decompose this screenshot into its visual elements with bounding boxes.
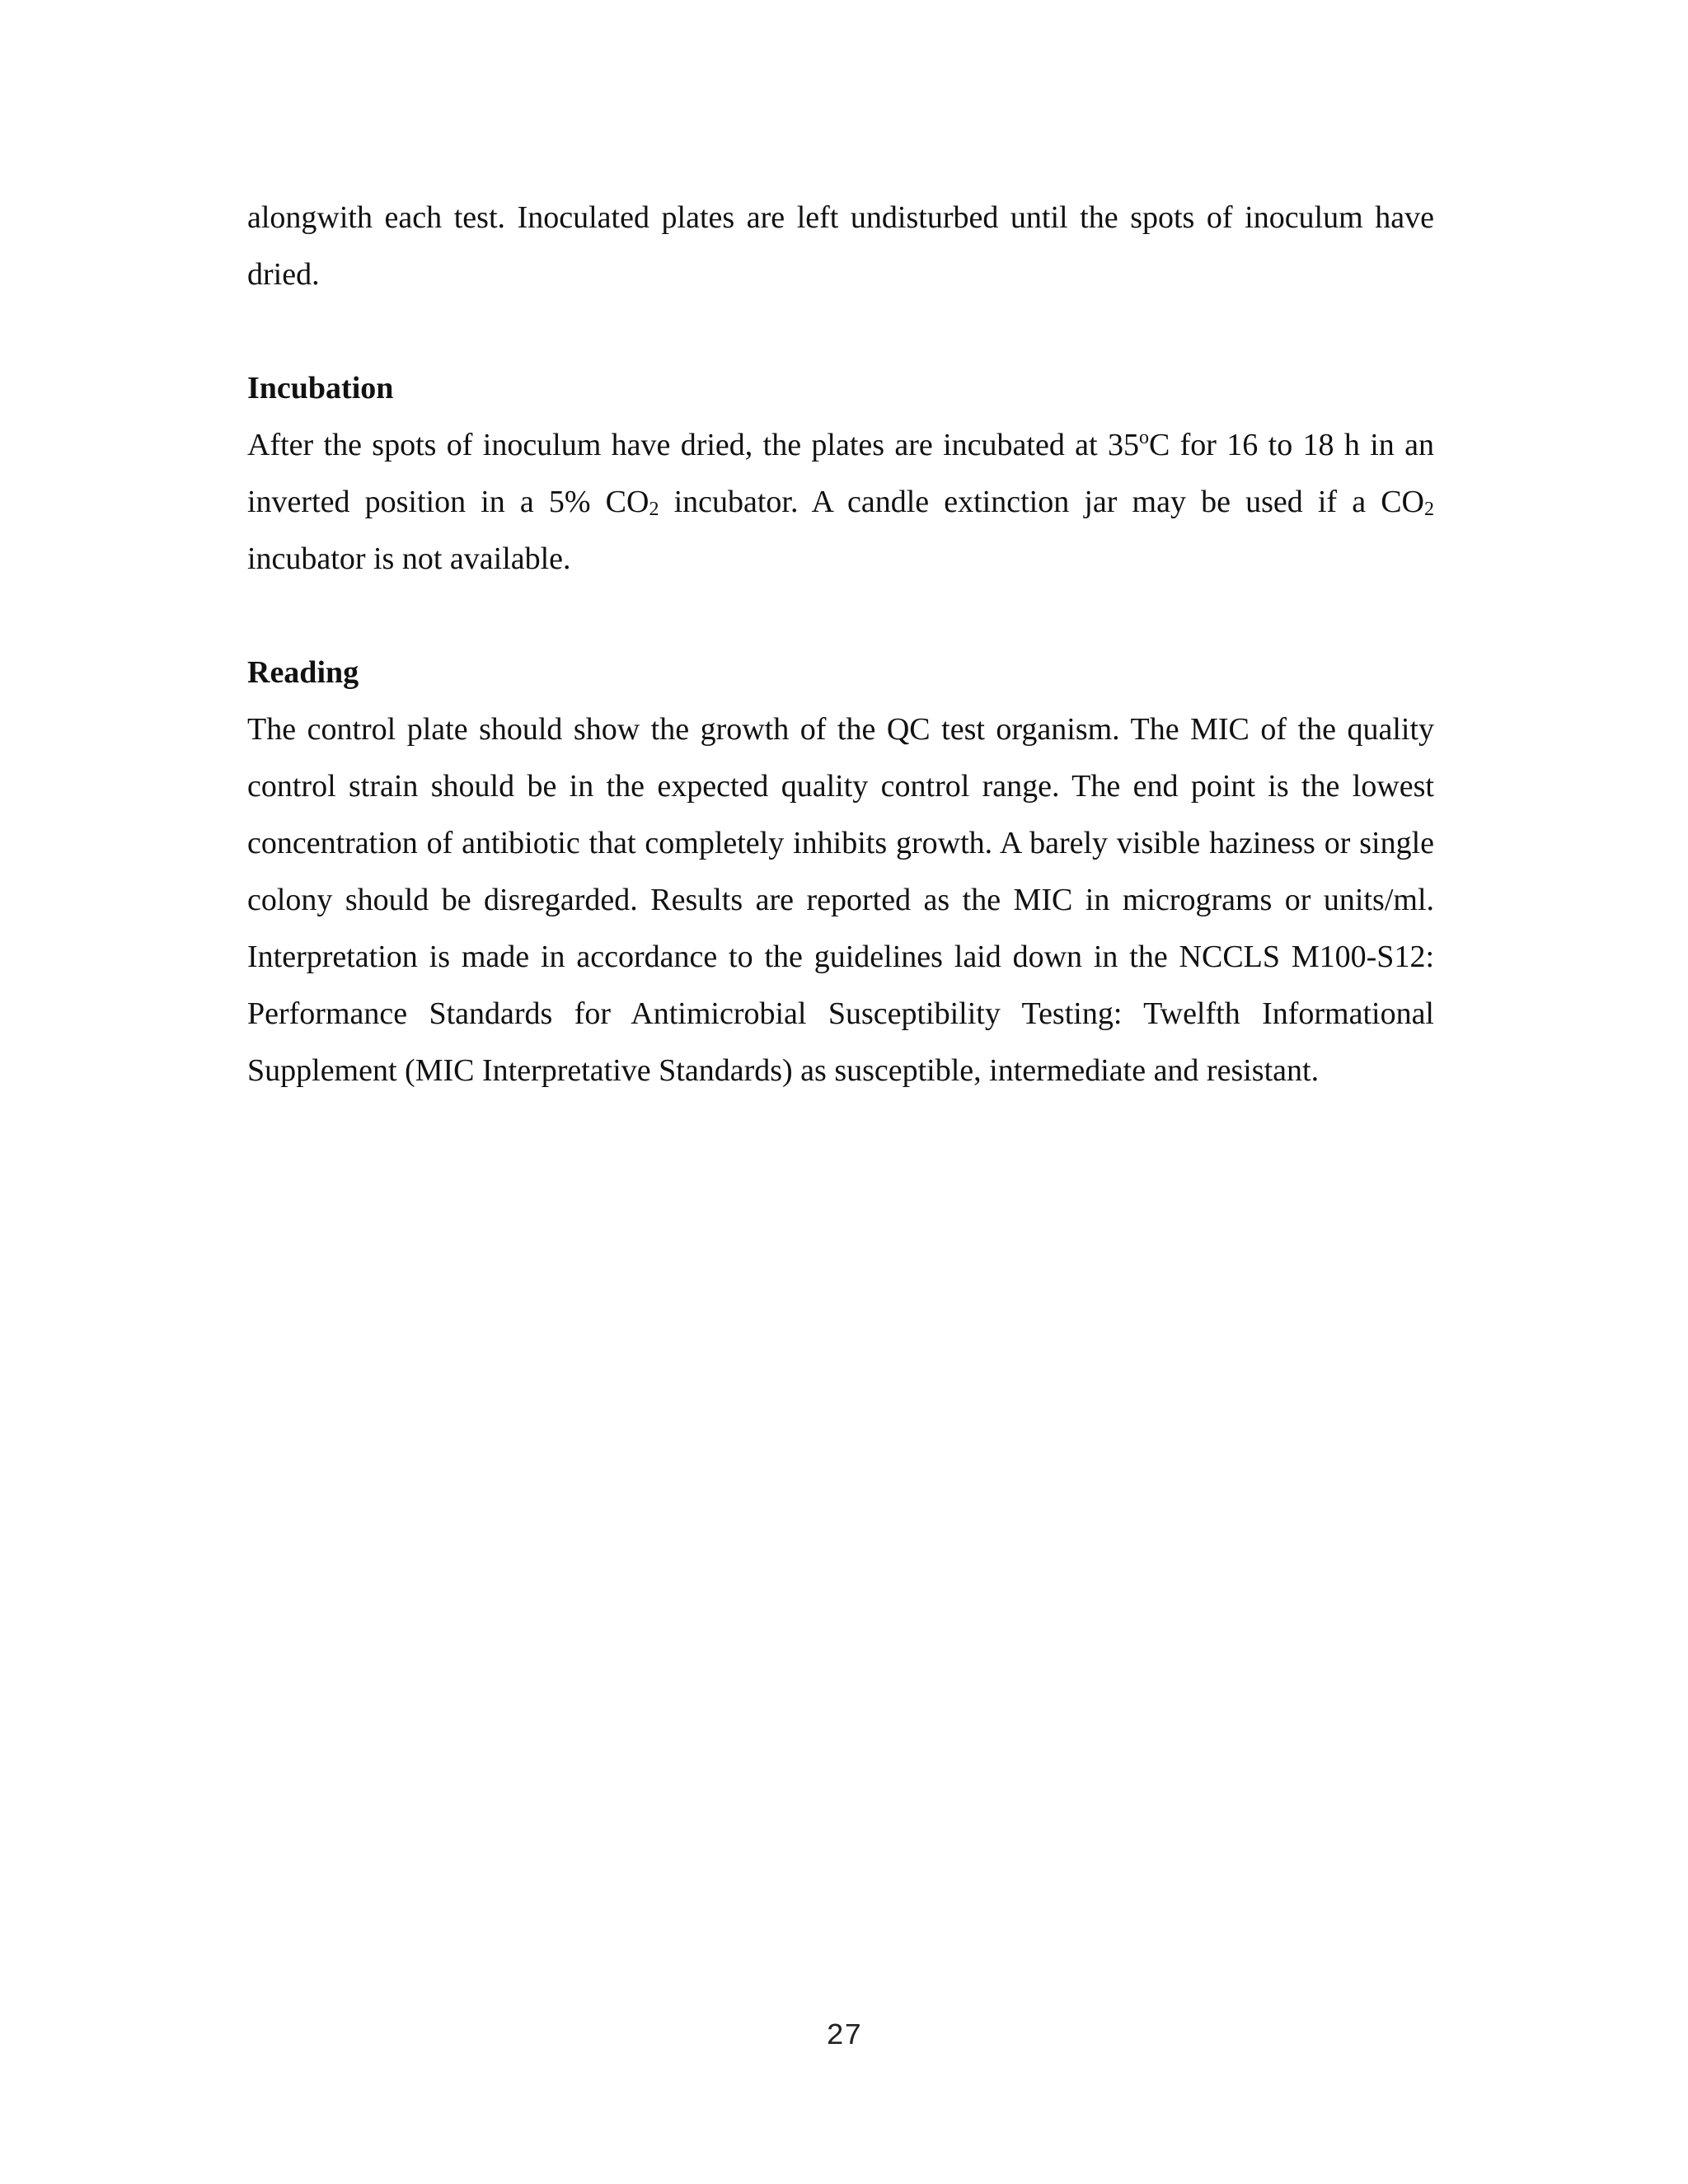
incubation-text-1: After the spots of inoculum have dried, the plates are incubated at 35 — [247, 428, 1139, 462]
incubation-text-3: incubator. A candle extinction jar may be used if a CO — [659, 485, 1424, 519]
incubation-heading: Incubation — [247, 371, 394, 405]
incubation-text-2: C for 16 to 18 h in an inverted position in a 5% CO — [247, 428, 1434, 519]
page-number: 27 — [826, 2019, 862, 2053]
document-body — [247, 190, 1434, 1099]
reading-paragraph: The control plate should show the growth of the QC test organism. The MIC of the quality control strain should be in the expected quality control range. The end point is the lowest concentration of antibiotic that completely inhibits growth. A barely visible haziness or single colony should be disregarded. Results are reported as the MIC in micrograms or units/ml. Interpretation is made in accordance to the guidelines laid down in the NCCLS M100-S12: Performance Standards for Antimicrobial Susceptibility Testing: Twelfth Informational Supplement (MIC Interpretative Standards) as susceptible, intermediate and resistant. — [247, 712, 1434, 1088]
incubation-text-4: incubator is not available. — [247, 541, 571, 576]
incubation-paragraph — [247, 417, 1434, 588]
reading-heading: Reading — [247, 655, 359, 690]
co2-subscript-1: 2 — [649, 499, 659, 520]
degree-superscript: o — [1138, 427, 1149, 448]
intro-paragraph: alongwith each test. Inoculated plates are left undisturbed until the spots of inoculum have dried. — [247, 200, 1434, 292]
co2-subscript-2: 2 — [1423, 499, 1434, 520]
